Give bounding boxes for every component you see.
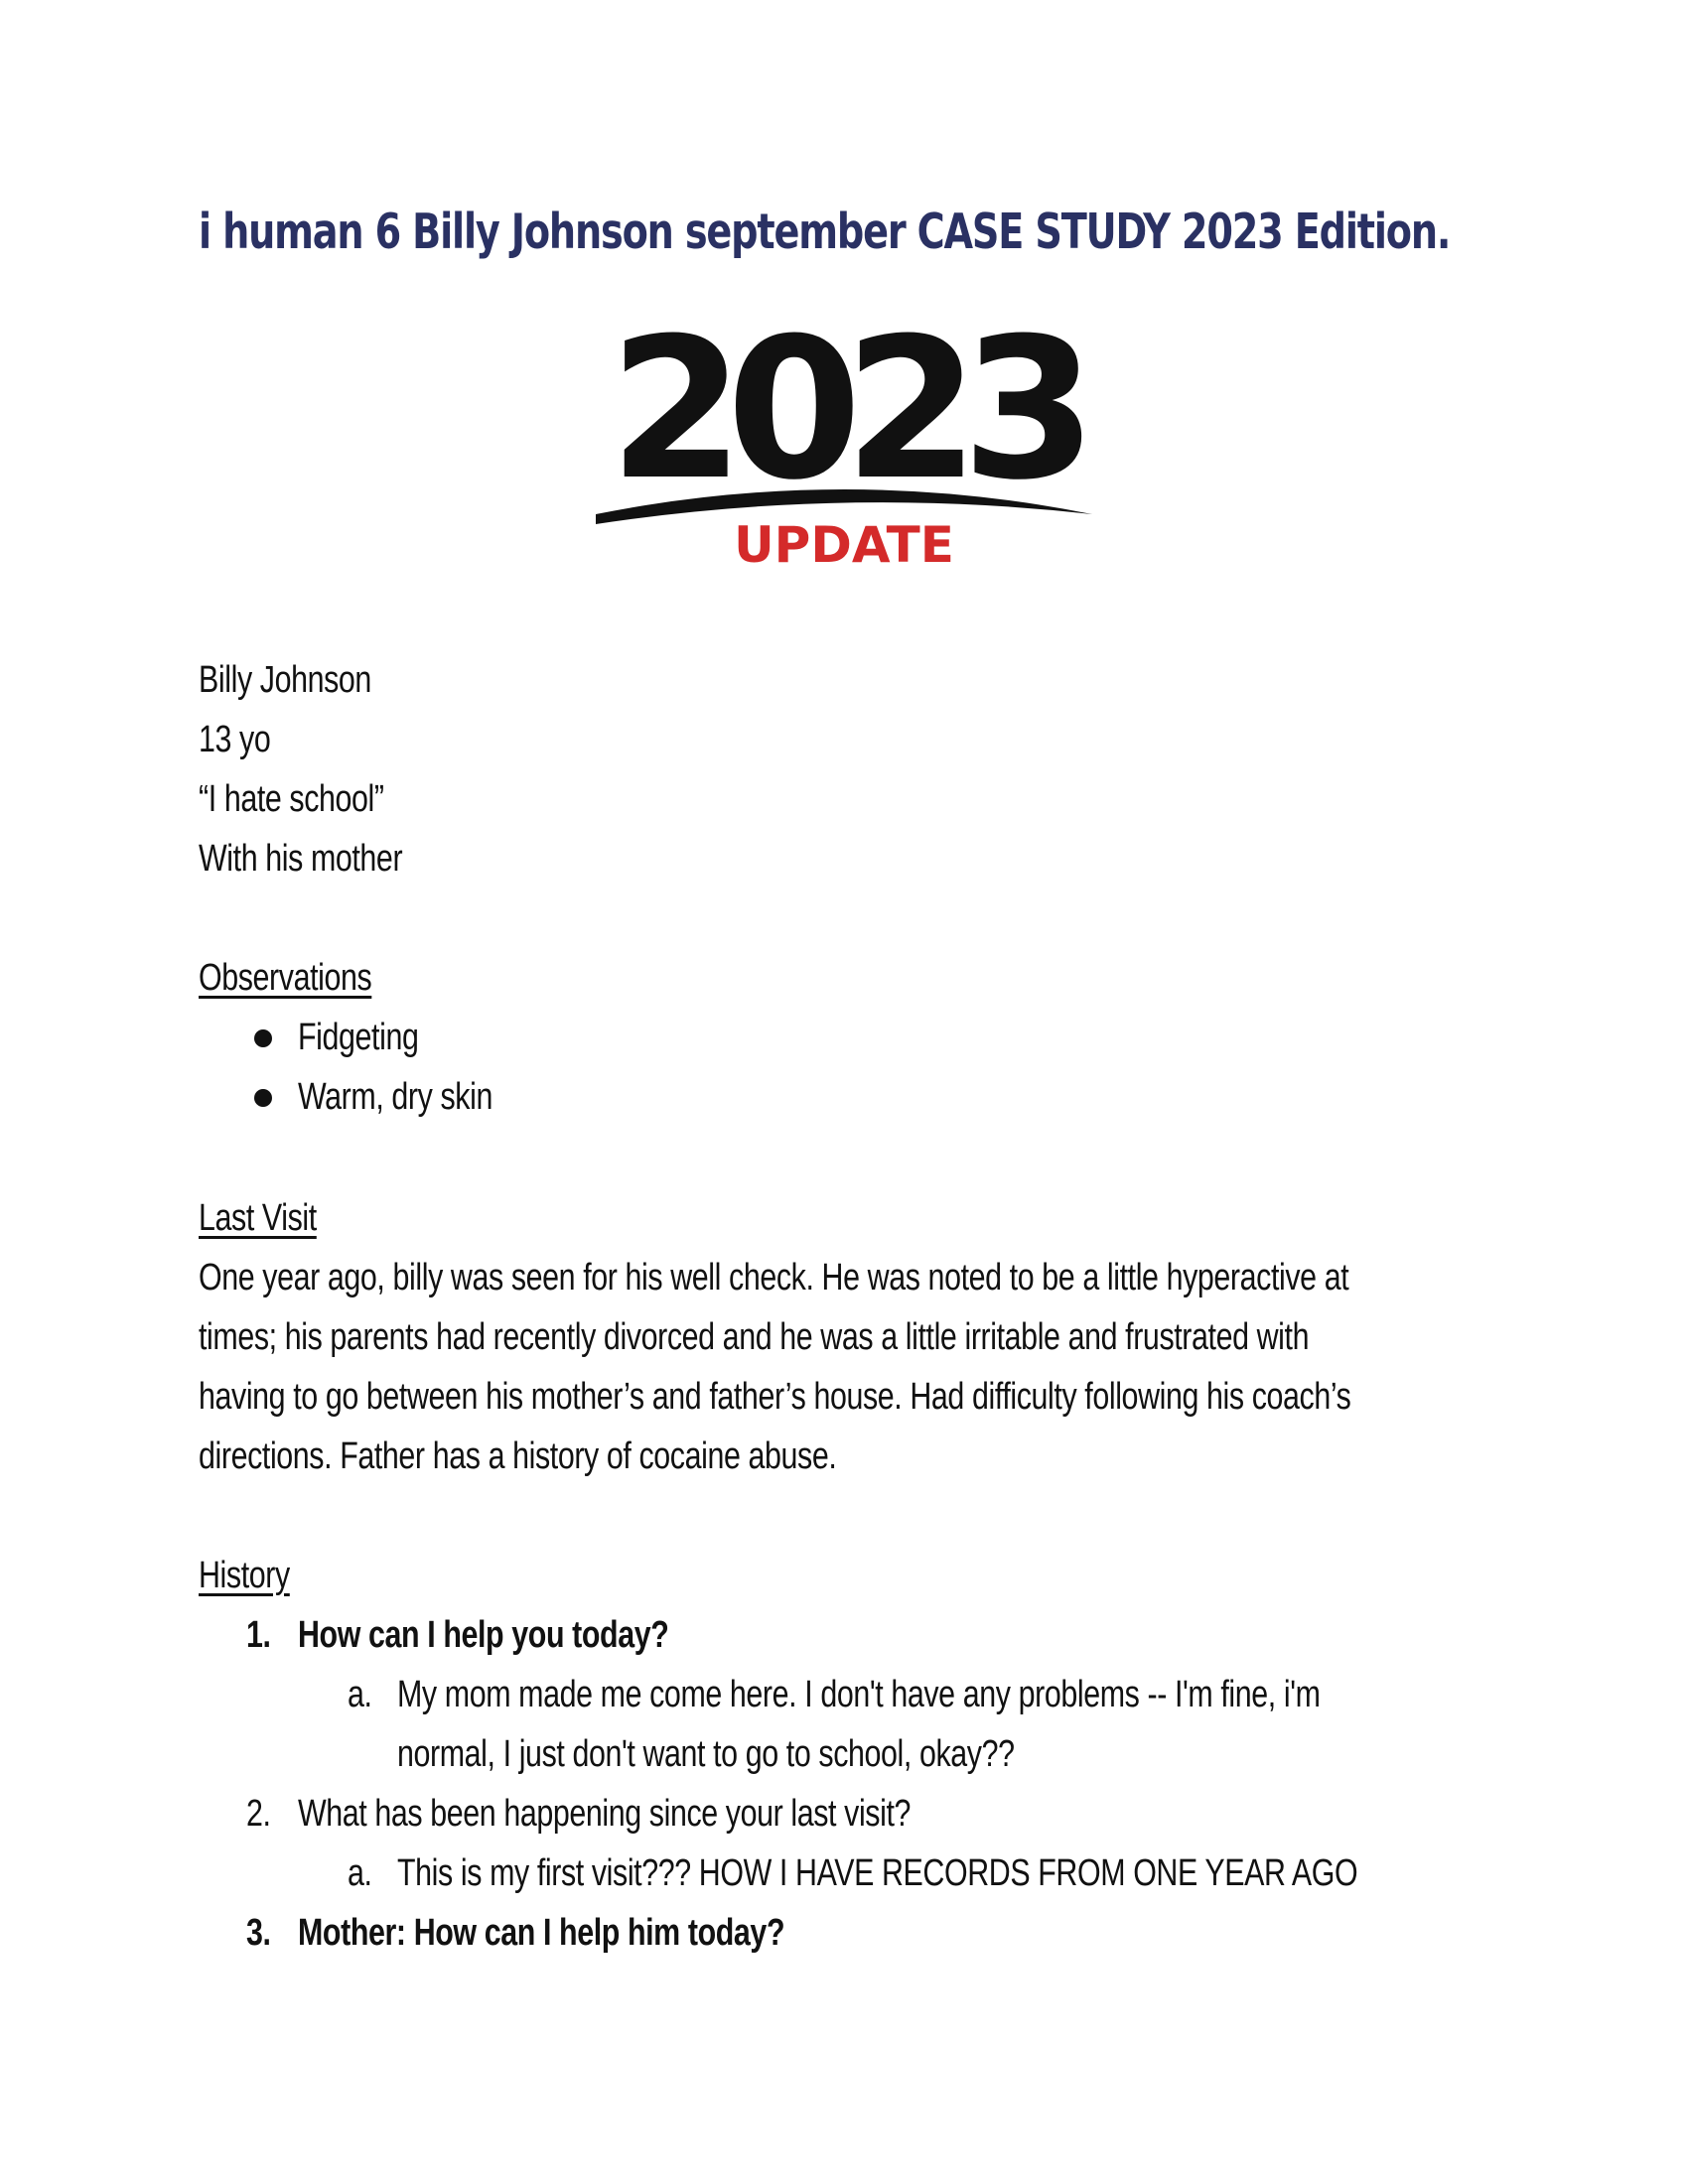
- accompanied-by: With his mother: [199, 838, 403, 880]
- history-answer-1a-continued: normal, I just don't want to go to school, okay??: [397, 1733, 1015, 1775]
- last-visit-line: times; his parents had recently divorced and he was a little irritable and frustrated with: [199, 1316, 1310, 1358]
- last-visit-line: having to go between his mother’s and father’s house. Had difficulty following his coach’s: [199, 1376, 1351, 1418]
- logo-year-text: 2023: [609, 316, 1079, 523]
- history-section: [199, 1546, 1598, 1963]
- history-question-1: 1. How can I help you today?: [246, 1614, 669, 1656]
- history-heading: History: [199, 1555, 290, 1596]
- list-item: Warm, dry skin: [199, 1067, 541, 1127]
- last-visit-section: [199, 1188, 1639, 1486]
- update-logo-graphic: [596, 316, 1092, 574]
- patient-age: 13 yo: [199, 719, 271, 760]
- bullet-icon: [254, 1089, 272, 1107]
- patient-name: Billy Johnson: [199, 659, 371, 701]
- history-answer-2a: a. This is my first visit??? HOW I HAVE RECORDS FROM ONE YEAR AGO: [348, 1852, 1358, 1894]
- last-visit-line: directions. Father has a history of cocaine abuse.: [199, 1435, 837, 1477]
- patient-info: [199, 650, 453, 888]
- logo-caption-text: UPDATE: [734, 516, 954, 574]
- bullet-icon: [254, 1029, 272, 1047]
- history-question-2: 2. What has been happening since your last visit?: [246, 1793, 912, 1835]
- last-visit-heading: Last Visit: [199, 1197, 317, 1239]
- observations-list: [199, 1008, 541, 1127]
- observations-heading: Observations: [199, 957, 372, 999]
- list-item: Fidgeting: [199, 1008, 541, 1067]
- history-question-3: 3. Mother: How can I help him today?: [246, 1912, 785, 1954]
- last-visit-line: One year ago, billy was seen for his well check. He was noted to be a little hyperactive at: [199, 1257, 1349, 1298]
- observations-section: [199, 948, 541, 1127]
- document-title: i human 6 Billy Johnson september CASE STUDY 2023 Edition.: [199, 204, 1451, 260]
- chief-complaint: “I hate school”: [199, 778, 384, 820]
- history-answer-1a: a. My mom made me come here. I don't have any problems -- I'm fine, i'm: [348, 1674, 1321, 1715]
- update-2023-logo: [596, 316, 1092, 574]
